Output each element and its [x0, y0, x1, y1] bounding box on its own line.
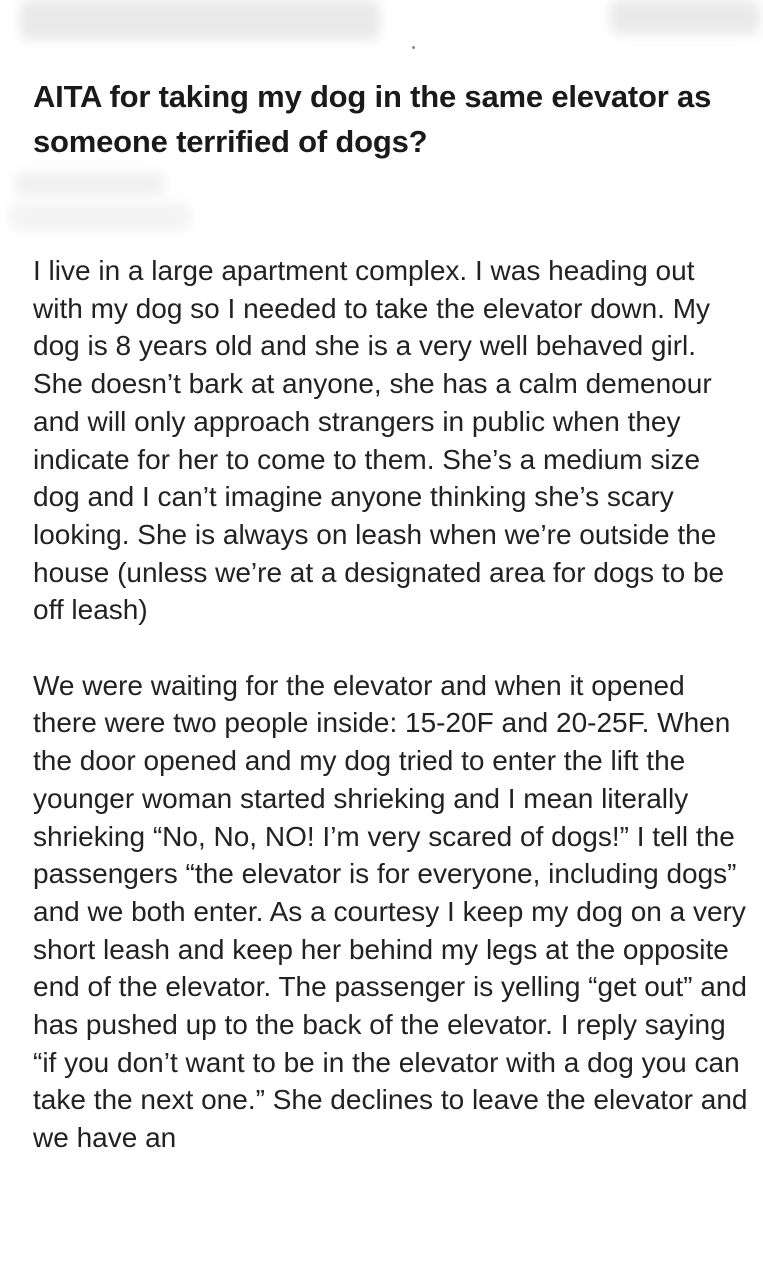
- post-title: AITA for taking my dog in the same elevator as someone terrified of dogs?: [33, 79, 712, 159]
- blurred-header: [0, 0, 763, 60]
- post-paragraph-1: I live in a large apartment complex. I was heading out with my dog so I needed to take the elevator down. My dog is 8 years old and she is a very well behaved girl. She doesn’t bark at anyone, she has a calm demenour and will only approach strangers in public when they indicate for her to come to them. She’s a medium size dog and I can’t imagine anyone thinking she’s scary looking. She is always on leash when we’re outside the house (unless we’re at a designated area for dogs to be off leash): [33, 255, 725, 626]
- blurred-post-meta: [0, 165, 763, 245]
- post-body: [33, 252, 748, 1195]
- separator-dot: [412, 46, 415, 49]
- post-paragraph-2: We were waiting for the elevator and when it opened there were two people inside: 15-20F and 20-25F. When the door opened and my dog tried to enter the lift the younger woman started shrieking and I mean literally shrieking “No, No, NO! I’m very scared of dogs!” I tell the passengers “the elevator is for everyone, including dogs” and we both enter. As a courtesy I keep my dog on a very short leash and keep her behind my legs at the opposite end of the elevator. The passenger is yelling “get out” and has pushed up to the back of the elevator. I reply saying “if you don’t want to be in the elevator with a dog you can take the next one.” She declines to leave the elevator and we have an: [33, 669, 748, 1154]
